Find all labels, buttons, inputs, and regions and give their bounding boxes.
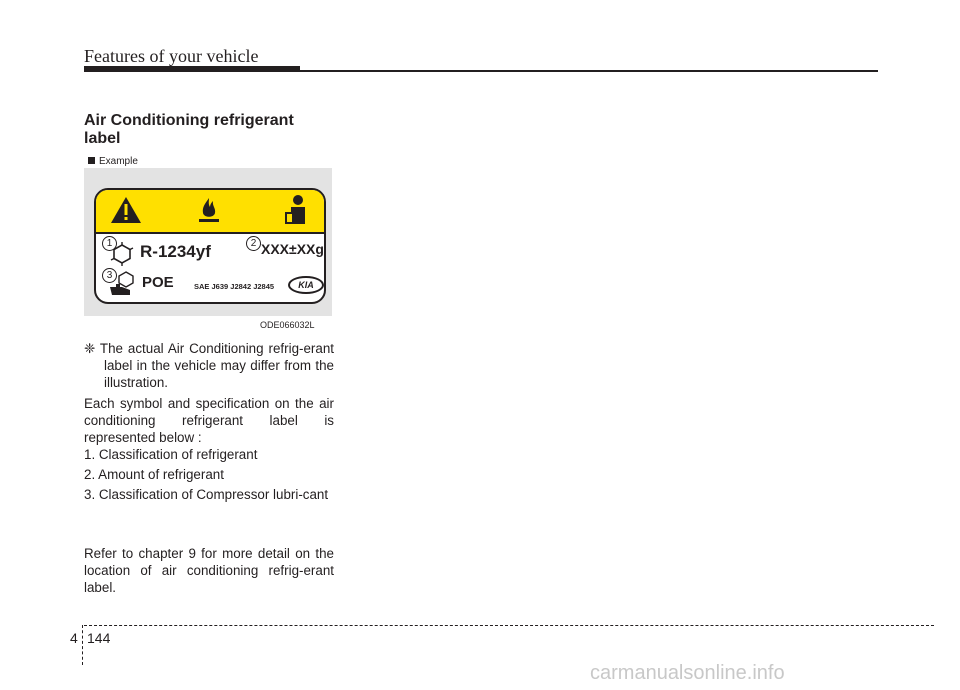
flammable-icon xyxy=(196,196,222,224)
refrigerant-amount: XXX±XXg xyxy=(261,241,324,257)
footer-divider xyxy=(82,625,83,665)
header-title: Features of your vehicle xyxy=(84,46,259,66)
figure-caption-text: Example xyxy=(99,156,138,167)
watermark: carmanualsonline.info xyxy=(590,662,785,684)
warning-band xyxy=(96,190,324,234)
sae-standards: SAE J639 J2842 J2845 xyxy=(194,282,275,291)
marker-2: 2 xyxy=(246,236,261,251)
bullet-square-icon xyxy=(88,157,95,164)
list-item: 3. Classification of Compressor lubri-cant xyxy=(84,487,329,502)
closing-paragraph xyxy=(84,545,334,596)
lubricant-type: POE xyxy=(142,274,174,291)
marker-3: 3 xyxy=(102,268,117,283)
refrigerant-icon xyxy=(110,242,134,266)
footer-rule xyxy=(84,625,934,626)
warning-triangle-icon xyxy=(110,196,142,224)
figure-caption xyxy=(88,156,138,167)
marker-1: 1 xyxy=(102,236,117,251)
intro-paragraph xyxy=(84,395,334,446)
refrigerant-label-figure xyxy=(84,168,332,316)
header-rule-thin xyxy=(300,70,878,72)
intro-text: Each symbol and specification on the air conditioning refrigerant label is represented below : xyxy=(84,396,334,445)
header-rule xyxy=(84,66,300,72)
chapter-number: 4 xyxy=(70,630,78,646)
refrigerant-label xyxy=(94,188,326,304)
note-text: ❈ The actual Air Conditioning refrig-erant label in the vehicle may differ from the illustration. xyxy=(84,341,334,390)
figure-code: ODE066032L xyxy=(260,320,315,330)
refrigerant-type: R-1234yf xyxy=(140,242,211,261)
note xyxy=(84,340,334,391)
oil-can-icon xyxy=(108,270,142,296)
page-number: 144 xyxy=(87,630,111,646)
list-item: 2. Amount of refrigerant xyxy=(84,467,224,482)
kia-logo: KIA xyxy=(288,276,324,294)
list-item: 1. Classification of refrigerant xyxy=(84,447,258,462)
closing-text: Refer to chapter 9 for more detail on the location of air conditioning refrig-erant label. xyxy=(84,546,334,595)
service-technician-icon xyxy=(282,194,310,226)
section-title: Air Conditioning refrigerant label xyxy=(84,112,294,147)
spec-list xyxy=(84,446,334,503)
